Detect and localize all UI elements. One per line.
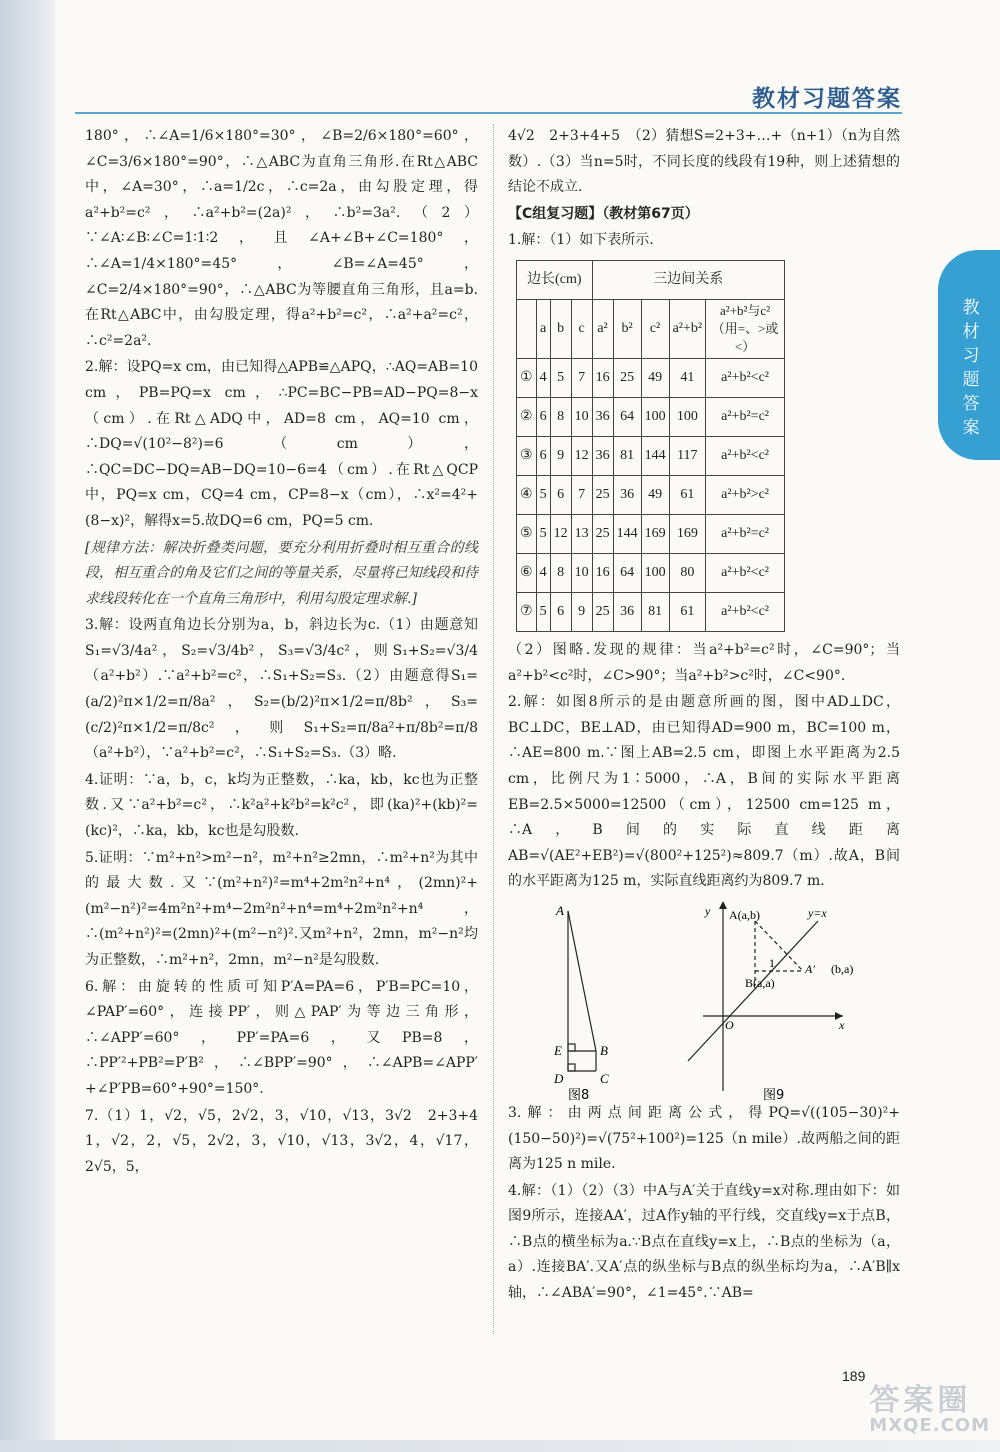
cell: ⑥: [517, 553, 537, 592]
col-header: c²: [641, 299, 669, 358]
cell: 144: [613, 514, 641, 553]
cell: 64: [613, 397, 641, 436]
answer-3: 3.解：设两直角边长分别为a，b，斜边长为c.（1）由题意知S₁=√3/4a²，S₂=√3/4b²，S₃=√3/4c²，则S₁+S₂=√3/4（a²+b²）.∵a²+b²=c²，∴S₁+S₂=S₃.（2）由题意得S₁=(a/2)²π×1/2=π/8a²，S₂=(b/2)²π×1/2=π/8b²，S₃=(c/2)²π×1/2=π/8c²，则S₁+S₂=π/8a²+π/8b²=π/8（a²+b²），∵a²+b²=c²，∴S₁+S₂=S₃.（3）略.: [85, 617, 478, 762]
fig9-line-label: y=x: [808, 905, 827, 920]
cell: 36: [592, 397, 613, 436]
table-row: [517, 358, 785, 397]
col-header: a: [536, 299, 550, 358]
cell: a²+b²>c²: [706, 475, 785, 514]
fig8-label-d: D: [554, 1070, 564, 1086]
left-binding-strip: [0, 0, 55, 1452]
cell: 5: [536, 475, 550, 514]
watermark-sub: MXQE.COM: [869, 1415, 990, 1436]
cell: 10: [571, 553, 592, 592]
table-column-header: [517, 299, 785, 358]
cell: 4: [536, 553, 550, 592]
c-answer-4: 4.解：（1）（2）（3）中A与A′关于直线y=x对称.理由如下：如图9所示，连接AA′，过A作y轴的平行线，交直线y=x于点B，∴B点的横坐标为a.∵B点在直线y=x上，∴B点的坐标为（a，a）.连接BA′.又A′点的纵坐标与B点的纵坐标均为a，∴A′B∥x轴，∴∠ABA′=90°，∠1=45°.∵AB=: [508, 1182, 900, 1302]
cell: 169: [669, 514, 706, 553]
cell: 36: [613, 592, 641, 631]
answer-7: 7.（1）1，√2，√5，2√2，3，√10，√13，3√2 2+3+4 1，√2，2，√5，2√2，3，√10，√13，3√2，4，√17，2√5，5，: [85, 1107, 492, 1175]
cell: 5: [536, 592, 550, 631]
answer-1-continued: 180°，∴∠A=1/6×180°=30°，∠B=2/6×180°=60°，∠C=3/6×180°=90°，∴△ABC为直角三角形.在Rt△ABC中，∠A=30°，∴a=1/2c，∴c=2a，由勾股定理，得a²+b²=c²，∴a²+b²=(2a)²，∴b²=3a².（2）∵∠A∶∠B∶∠C=1∶1∶2，且∠A+∠B+∠C=180°，∴∠A=1/4×180°=45°，∠B=∠A=45°，∠C=2/4×180°=90°，∴△ABC为等腰直角三角形，且a=b.在Rt△ABC中，由勾股定理，得a²+b²=c²，∴a²+a²=c²，∴c²=2a².: [85, 128, 478, 349]
cell: 25: [592, 514, 613, 553]
cell: 64: [613, 553, 641, 592]
section-c-heading: 【C组复习题】（教材第67页）: [508, 205, 699, 222]
c-answer-2: 2.解：如图8所示的是由题意所画的图，图中AD⊥DC，BC⊥DC，BE⊥AD，由已知得AD=900 m，BC=100 m，∴AE=800 m.∵图上AB=2.5 cm，即图上水平距离为2.5 cm，比例尺为1∶5000，∴A，B间的实际水平距离EB=2.5×5000=12500（cm），12500 cm=125 m，∴A，B间的实际直线距离AB=√(AE²+EB²)=√(800²+125²)≈809.7（m）.故A，B间的水平距离为125 m，实际直线距离约为809.7 m.: [508, 694, 900, 890]
cell: 81: [613, 436, 641, 475]
fig9-point-b: B(a,a): [745, 975, 775, 990]
answer-2: 2.解：设PQ=x cm，由已知得△APB≌△APQ，∴AQ=AB=10 cm，PB=PQ=x cm，∴PC=BC−PB=AD−PQ=8−x（cm）.在Rt△ADQ中，AD=8 cm，AQ=10 cm，∴DQ=√(10²−8²)=6（cm），∴QC=DC−DQ=AB−DQ=10−6=4（cm）.在Rt△QCP中，PQ=x cm，CQ=4 cm，CP=8−x（cm），∴x²=4²+(8−x)²，解得x=5.故DQ=6 cm，PQ=5 cm.: [85, 359, 478, 529]
group-side-length: 边长(cm): [517, 260, 593, 299]
fig9-point-a-prime: A′: [805, 961, 815, 976]
cell: 16: [592, 358, 613, 397]
answer-4: 4.证明：∵a，b，c，k均为正整数，∴ka，kb，kc也为正整数.又∵a²+b²=c²，∴k²a²+k²b²=k²c²，即(ka)²+(kb)²=(kc)²，∴ka，kb，kc也是勾股数.: [85, 771, 478, 840]
left-column: [85, 124, 492, 1181]
watermark-main: 答案圈: [869, 1383, 972, 1418]
cell: 6: [536, 397, 550, 436]
fig9-origin: O: [725, 1017, 734, 1032]
answer-6: 6.解：由旋转的性质可知P′A=PA=6，P′B=PC=10，∠PAP′=60°，连接PP′，则△PAP′为等边三角形，∴∠APP′=60°，PP′=PA=6，又PB=8，∴PP′²+PB²=P′B²，∴∠BPP′=90°，∴∠APB=∠APP′+∠P′PB=60°+90°=150°.: [85, 978, 478, 1097]
cell: ⑦: [517, 592, 537, 631]
right-column: [508, 124, 900, 1308]
cell: 9: [550, 436, 571, 475]
cell: 7: [571, 475, 592, 514]
cell: 6: [550, 475, 571, 514]
table-row: [517, 436, 785, 475]
site-watermark: [869, 1375, 990, 1436]
fig8-label-c: C: [600, 1070, 609, 1086]
cell: 9: [571, 592, 592, 631]
section-side-tab: [938, 250, 1000, 460]
cell: 100: [641, 553, 669, 592]
cell: 5: [550, 358, 571, 397]
table-group-header: [517, 260, 785, 299]
cell: 12: [571, 436, 592, 475]
cell: a²+b²<c²: [706, 358, 785, 397]
c-answer-3: 3.解：由两点间距离公式，得PQ=√((105−30)²+(150−50)²)=√(75²+100²)=125（n mile）.故两船之间的距离为125 n mile.: [508, 1104, 900, 1173]
cell: 36: [613, 475, 641, 514]
table-row: [517, 514, 785, 553]
cell: 81: [641, 592, 669, 631]
cell: 13: [571, 514, 592, 553]
cell: a²+b²<c²: [706, 553, 785, 592]
cell: ③: [517, 436, 537, 475]
col-header: a²+b²: [669, 299, 706, 358]
cell: 16: [592, 553, 613, 592]
cell: 10: [571, 397, 592, 436]
cell: ⑤: [517, 514, 537, 553]
cell: 49: [641, 475, 669, 514]
fig8-label-a: A: [556, 902, 564, 918]
col-header: a²+b²与c²（用=、>或<）: [706, 299, 785, 358]
fig9-point-a: A(a,b): [729, 907, 760, 922]
table-row: [517, 475, 785, 514]
cell: 61: [669, 592, 706, 631]
cell: 80: [669, 553, 706, 592]
header-rule: [75, 112, 902, 114]
col-header: c: [571, 299, 592, 358]
column-divider: [493, 124, 494, 1334]
fig9-caption: 图9: [763, 1087, 785, 1101]
table-row: [517, 553, 785, 592]
page-number: 189: [842, 1368, 866, 1384]
bottom-band: [0, 1440, 1000, 1452]
fig8-caption: 图8: [568, 1087, 590, 1101]
cell: 25: [613, 358, 641, 397]
cell: a²+b²=c²: [706, 514, 785, 553]
fig8-label-e: E: [554, 1042, 562, 1058]
col-header: b: [550, 299, 571, 358]
col-header: b²: [613, 299, 641, 358]
cell: 61: [669, 475, 706, 514]
figures-row: [508, 901, 900, 1101]
cell: ①: [517, 358, 537, 397]
group-side-relation: 三边间关系: [592, 260, 785, 299]
cell: 12: [550, 514, 571, 553]
fig9-x-axis: x: [839, 1017, 845, 1032]
cell: 117: [669, 436, 706, 475]
method-note: [规律方法：解决折叠类问题，要充分利用折叠时相互重合的线段，相互重合的角及它们之间的等量关系，尽量将已知线段和待求线段转化在一个直角三角形中，利用勾股定理求解.]: [85, 539, 478, 607]
cell: 100: [641, 397, 669, 436]
col-header: a²: [592, 299, 613, 358]
cell: ④: [517, 475, 537, 514]
answer-5: 5.证明：∵m²+n²>m²−n²，m²+n²≥2mn，∴m²+n²为其中的最大数.又∵(m²+n²)²=m⁴+2m²n²+n⁴，(2mn)²+(m²−n²)²=4m²n²+m⁴−2m²n²+n⁴=m⁴+2m²n²+n⁴，∴(m²+n²)²=(2mn)²+(m²−n²)².又m²+n²，2mn，m²−n²均为正整数，∴m²+n²，2mn，m²−n²是勾股数.: [85, 849, 478, 968]
c-answer-1-part-2: （2）图略.发现的规律：当a²+b²=c²时，∠C=90°；当a²+b²<c²时，∠C>90°；当a²+b²>c²时，∠C<90°.: [508, 641, 900, 684]
cell: a²+b²=c²: [706, 397, 785, 436]
answer-7-continued: 4√2 2+3+4+5 （2）猜想S=2+3+…+（n+1）（n为自然数）.（3）当n=5时，不同长度的线段有19种，则上述猜想的结论不成立.: [508, 128, 900, 196]
figure-8: [528, 901, 648, 1101]
cell: 49: [641, 358, 669, 397]
cell: 5: [536, 514, 550, 553]
cell: a²+b²<c²: [706, 592, 785, 631]
cell: 4: [536, 358, 550, 397]
side-tab-label: 教材习题答案: [962, 298, 980, 438]
cell: 36: [592, 436, 613, 475]
side-relations-table: [516, 260, 785, 632]
cell: ②: [517, 397, 537, 436]
table-row: [517, 592, 785, 631]
cell: 7: [571, 358, 592, 397]
col-header: [517, 299, 537, 358]
cell: 100: [669, 397, 706, 436]
cell: 25: [592, 475, 613, 514]
fig9-point-a-prime-coord: (b,a): [831, 961, 854, 976]
fig8-label-b: B: [600, 1042, 608, 1058]
cell: 8: [550, 553, 571, 592]
table-row: [517, 397, 785, 436]
cell: a²+b²<c²: [706, 436, 785, 475]
cell: 25: [592, 592, 613, 631]
fig9-angle-label: 1: [769, 955, 775, 970]
figure-9: [683, 901, 883, 1101]
cell: 8: [550, 397, 571, 436]
cell: 6: [536, 436, 550, 475]
cell: 144: [641, 436, 669, 475]
c-answer-1-intro: 1.解：（1）如下表所示.: [508, 232, 654, 249]
fig9-y-axis: y: [705, 903, 711, 918]
cell: 169: [641, 514, 669, 553]
page-header-title: 教材习题答案: [752, 86, 902, 112]
cell: 41: [669, 358, 706, 397]
cell: 6: [550, 592, 571, 631]
